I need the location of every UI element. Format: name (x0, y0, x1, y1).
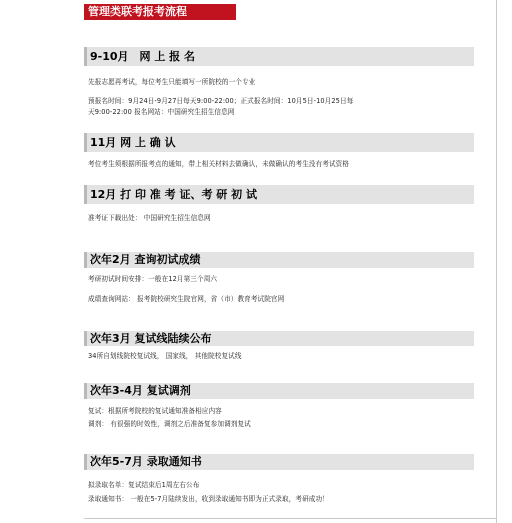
bottom-divider (84, 518, 496, 519)
section-heading-query-scores: 次年2月 查询初试成绩 (84, 252, 474, 268)
section-text-line: 34所自划线院校复试线， 国家线， 其他院校复试线 (88, 352, 242, 360)
section-heading-retest-lines: 次年3月 复试线陆续公布 (84, 331, 474, 346)
section-text-line: 拟录取名单：复试结束后1周左右公布 (88, 481, 200, 489)
section-text-line: 考位考生须根据所报考点的通知，带上相关材料去做确认，未做确认的考生没有考试资格 (88, 160, 350, 168)
section-text-line: 预报名时间：9月24日-9月27日每天9:00-22:00；正式报名时间：10月5日-10月25日每 (88, 97, 354, 105)
section-text-line: 准考证下载出处： 中国研究生招生信息网 (88, 214, 211, 222)
page-title: 管理类联考报考流程 (84, 4, 236, 20)
section-text-line: 复试：根据所考院校的复试通知准备相应内容 (88, 407, 222, 415)
section-heading-admission-notice: 次年5-7月 录取通知书 (84, 454, 474, 470)
section-text-line: 成绩查询网站： 报考院校研究生院官网，省（市）教育考试院官网 (88, 295, 285, 303)
section-heading-online-registration: 9-10月 网 上 报 名 (84, 47, 474, 66)
section-text-line: 考研初试时间安排：一般在12月第三个周六 (88, 275, 218, 283)
section-text-line: 调剂： 有很强的时效性，调剂之后准备复参加调剂复试 (88, 420, 251, 428)
section-heading-online-confirmation: 11月 网 上 确 认 (84, 133, 474, 152)
section-text-line: 天9:00-22:00 报名网站：中国研究生招生信息网 (88, 108, 235, 116)
section-text-line: 先报志愿再考试，每位考生只能填写一所院校的一个专业 (88, 78, 256, 86)
section-heading-print-admission-ticket: 12月 打 印 准 考 证、考 研 初 试 (84, 185, 474, 204)
right-border-divider (496, 0, 497, 523)
section-text-line: 录取通知书： 一般在5-7月陆续发出，收到录取通知书即为正式录取，考研成功！ (88, 495, 329, 503)
section-heading-retest-adjustment: 次年3-4月 复试调剂 (84, 383, 474, 399)
